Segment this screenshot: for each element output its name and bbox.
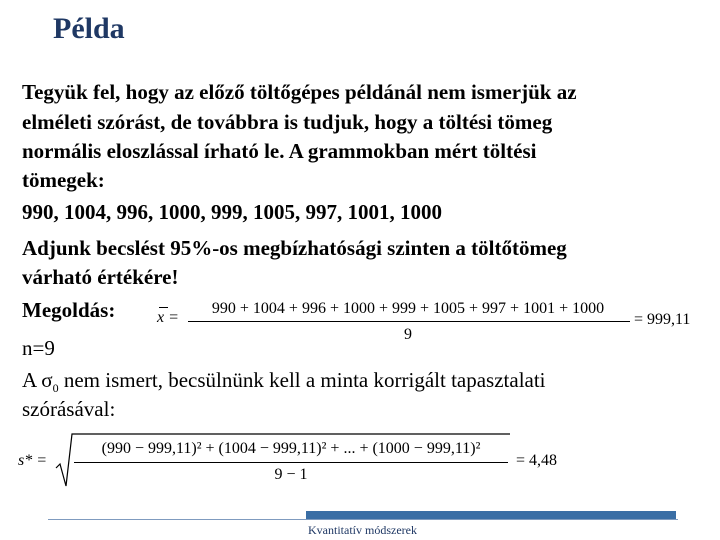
problem-text-line-2: elméleti szórást, de továbbra is tudjuk, hogy a töltési tömeg <box>22 110 553 134</box>
mean-denominator: 9 <box>404 326 412 343</box>
sd-result: = 4,48 <box>516 452 558 469</box>
data-values-line: 990, 1004, 996, 1000, 999, 1005, 997, 1001, 1000 <box>22 200 442 224</box>
problem-text-line-4: tömegek: <box>22 168 105 192</box>
sd-numerator: (990 − 999,11)² + (1004 − 999,11)² + ... + (1000 − 999,11)² <box>101 440 481 457</box>
footer-accent-bar <box>306 511 676 519</box>
sigma-text-a: A σ <box>22 368 53 392</box>
sd-lhs: s* = <box>18 452 48 469</box>
sigma-subscript: 0 <box>52 381 59 396</box>
mean-result: = 999,11 <box>634 311 691 328</box>
sample-size-line: n=9 <box>22 336 55 360</box>
footer-divider <box>48 519 678 520</box>
slide-title: Példa <box>53 12 125 45</box>
mean-fraction-bar <box>188 321 630 322</box>
footer-text: Kvantitatív módszerek <box>308 523 417 537</box>
problem-text-line-3: normális eloszlással írható le. A grammokban mért töltési <box>22 139 537 163</box>
solution-label: Megoldás: <box>22 298 116 322</box>
mean-numerator: 990 + 1004 + 996 + 1000 + 999 + 1005 + 997 + 1001 + 1000 <box>211 300 605 317</box>
sigma-text-b: nem ismert, becsülnünk kell a minta korrigált tapasztalati <box>58 368 546 392</box>
sigma-text-line-1 <box>22 368 546 396</box>
mean-overbar <box>159 307 168 308</box>
problem-text-line-1: Tegyük fel, hogy az előző töltőgépes példánál nem ismerjük az <box>22 80 577 104</box>
mean-lhs: x = <box>157 309 179 326</box>
sd-fraction-bar <box>74 462 508 463</box>
task-text-line-2: várható értékére! <box>22 265 179 289</box>
sigma-text-line-2: szórásával: <box>22 397 116 421</box>
task-text-line-1: Adjunk becslést 95%-os megbízhatósági szinten a töltőtömeg <box>22 236 567 260</box>
sd-denominator: 9 − 1 <box>274 466 308 483</box>
